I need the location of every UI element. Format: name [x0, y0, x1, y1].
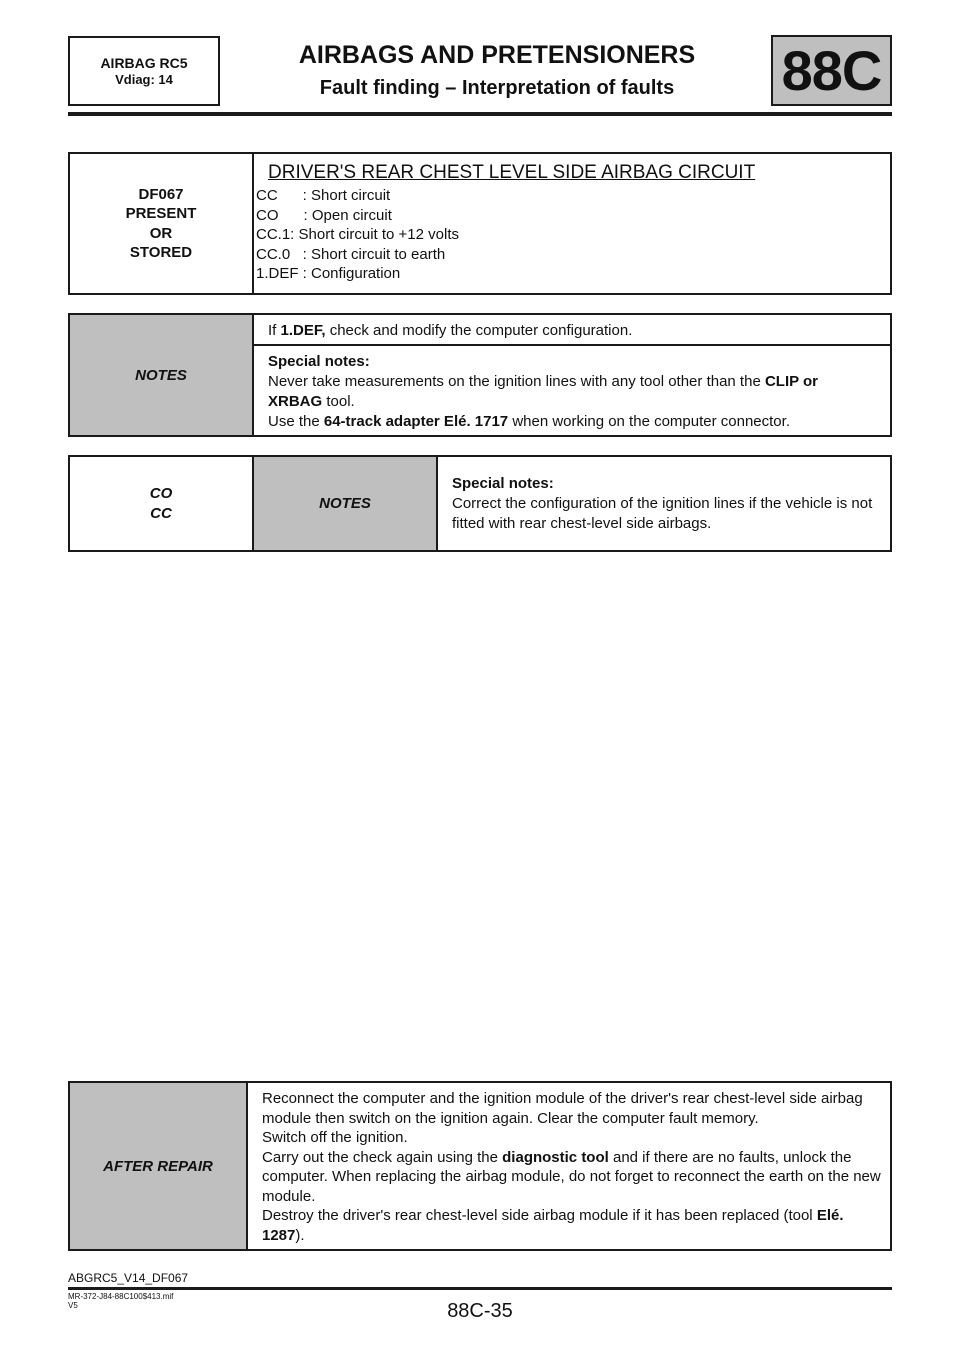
fault-status-cell: [70, 154, 254, 293]
vehicle-model: AIRBAG RC5: [100, 54, 188, 71]
fault-line-cc1: CC.1: Short circuit to +12 volts: [256, 226, 459, 243]
config-fault-code: 1.DEF,: [280, 322, 326, 339]
fault-state-or: OR: [149, 224, 173, 242]
header-rule: [68, 112, 892, 116]
footer-rule: [68, 1287, 892, 1290]
co-cc-notes-box: [68, 455, 892, 552]
co-cc-cell: [70, 457, 254, 550]
fault-state-stored: STORED: [129, 244, 193, 261]
notes-config-row: If 1.DEF, check and modify the computer configuration.: [254, 315, 890, 346]
after-repair-text: [262, 1089, 882, 1245]
co-cc-special-text: Correct the configuration of the ignition lines if the vehicle is not fitted with rear chest-level side airbags.: [452, 495, 873, 532]
special-notes-title: Special notes:: [268, 353, 370, 370]
fault-description-cell: [256, 162, 886, 284]
fault-line-cc: CC : Short circuit: [256, 187, 391, 204]
fault-state-present: PRESENT: [125, 205, 197, 222]
co-cc-notes-label: NOTES: [319, 495, 371, 512]
vdiag-version: Vdiag: 14: [115, 71, 173, 87]
notes-label: NOTES: [135, 366, 187, 384]
page-title: AIRBAGS AND PRETENSIONERS: [298, 41, 696, 69]
special-note-adapter: Use the 64-track adapter Elé. 1717 when working on the computer connector.: [268, 413, 790, 430]
after-repair-label: AFTER REPAIR: [103, 1157, 213, 1175]
special-note-tools: Never take measurements on the ignition lines with any tool other than the CLIP or XRBAG tool.: [268, 373, 819, 410]
section-code-badge: [771, 35, 892, 106]
fault-title: DRIVER'S REAR CHEST LEVEL SIDE AIRBAG CIRCUIT: [268, 162, 756, 183]
notes-label-cell: [70, 315, 254, 435]
code-cc: CC: [150, 504, 172, 522]
document-reference: ABGRC5_V14_DF067: [68, 1271, 189, 1285]
vehicle-info-box: [68, 36, 220, 106]
fault-line-1def: 1.DEF : Configuration: [256, 265, 401, 282]
after-repair-step-check: Carry out the check again using the diagnostic tool and if there are no faults, unlock the computer. When replacing the airbag module, do not forget to reconnect the earth on the new module.: [262, 1148, 881, 1205]
fault-line-cc0: CC.0 : Short circuit to earth: [256, 245, 446, 263]
notes-special-row: [268, 352, 878, 432]
co-cc-special-title: Special notes:: [452, 475, 554, 492]
after-repair-step-destroy: Destroy the driver's rear chest-level side airbag module if it has been replaced (tool Elé. 1287).: [262, 1207, 844, 1244]
section-code: 88C: [781, 38, 882, 102]
version-label: V5: [68, 1301, 78, 1310]
source-file: MR-372-J84-88C100$413.mif: [68, 1292, 174, 1301]
fault-line-co: CO : Open circuit: [256, 206, 392, 224]
after-repair-label-cell: [70, 1083, 248, 1249]
after-repair-box: [68, 1081, 892, 1251]
fault-box: [68, 152, 892, 295]
fault-code: DF067: [138, 185, 184, 203]
page-number: 88C-35: [447, 1300, 513, 1322]
co-cc-notes-text-cell: [452, 474, 882, 534]
co-cc-notes-label-cell: [254, 457, 438, 550]
code-co: CO: [149, 485, 173, 502]
page-subtitle: Fault finding – Interpretation of faults: [319, 77, 675, 99]
after-repair-step-reconnect: Reconnect the computer and the ignition module of the driver's rear chest-level side airbag module then switch on the ignition again. Clear the computer fault memory.: [262, 1090, 863, 1127]
after-repair-step-switch-off: Switch off the ignition.: [262, 1129, 408, 1146]
notes-box: [68, 313, 892, 437]
